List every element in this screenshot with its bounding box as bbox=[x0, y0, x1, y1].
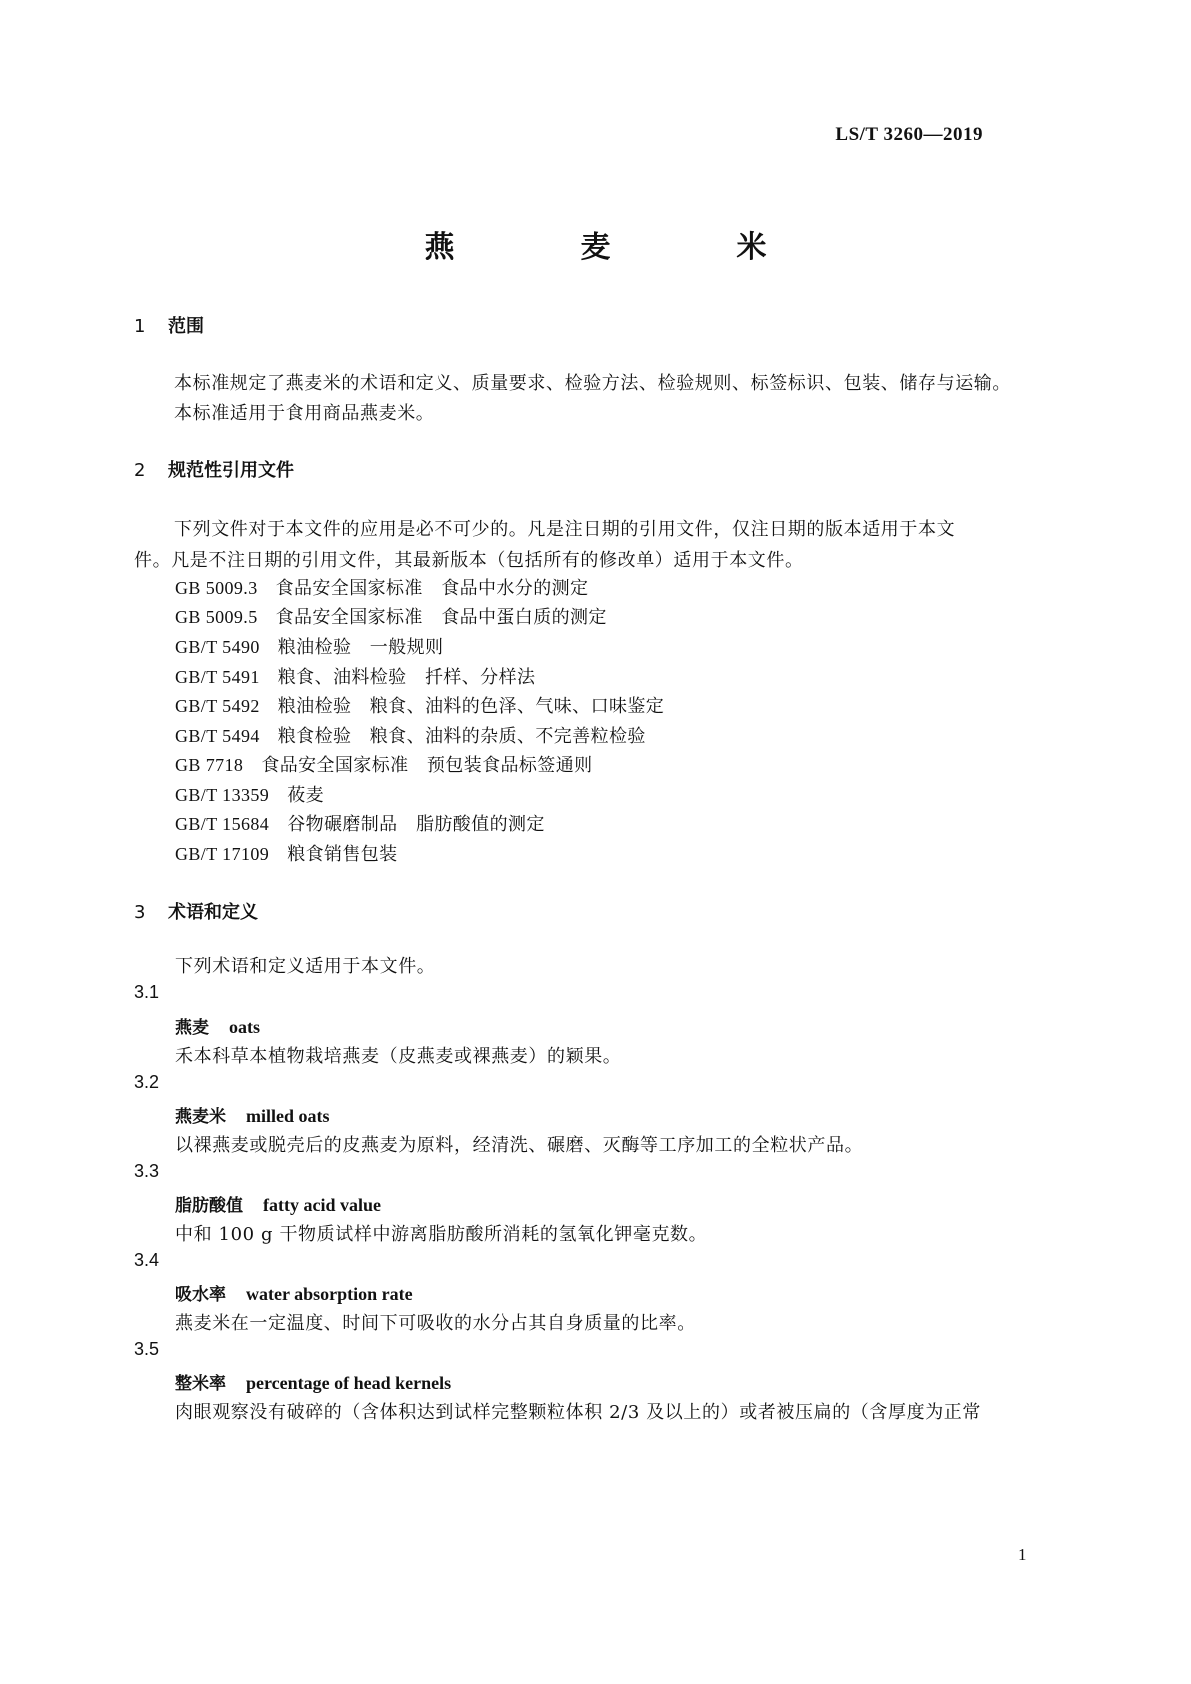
reference-item bbox=[175, 751, 593, 777]
terms-intro: 下列术语和定义适用于本文件。 bbox=[175, 956, 436, 977]
reference-title: 粮油检验 一般规则 bbox=[277, 637, 444, 658]
term-en: percentage of head kernels bbox=[246, 1373, 452, 1393]
reference-title: 粮食、油料检验 扦样、分样法 bbox=[277, 667, 536, 688]
scope-line-2: 本标准适用于食用商品燕麦米。 bbox=[174, 403, 435, 424]
reference-title: 食品安全国家标准 预包装食品标签通则 bbox=[261, 755, 593, 776]
term-number: 3.2 bbox=[134, 1072, 160, 1092]
reference-item bbox=[175, 692, 664, 718]
reference-code: GB/T 17109 bbox=[175, 844, 270, 864]
section-2-heading bbox=[134, 456, 294, 482]
term-zh: 燕麦米 bbox=[175, 1107, 226, 1127]
reference-item bbox=[175, 663, 535, 689]
term-name bbox=[175, 1013, 260, 1038]
section-title: 规范性引用文件 bbox=[168, 460, 294, 481]
reference-code: GB/T 13359 bbox=[175, 785, 270, 805]
term-definition: 禾本科草本植物栽培燕麦（皮燕麦或裸燕麦）的颖果。 bbox=[175, 1046, 622, 1067]
term-zh: 吸水率 bbox=[175, 1285, 226, 1305]
reference-code: GB/T 15684 bbox=[175, 814, 270, 834]
term-definition: 肉眼观察没有破碎的（含体积达到试样完整颗粒体积 2/3 及以上的）或者被压扁的（含厚度为正常 bbox=[175, 1402, 982, 1423]
normative-intro: 下列文件对于本文件的应用是必不可少的。凡是注日期的引用文件，仅注日期的版本适用于本文件。凡是不注日期的引用文件，其最新版本（包括所有的修改单）适用于本文件。 bbox=[134, 519, 956, 571]
reference-code: GB/T 5494 bbox=[175, 726, 260, 746]
section-title: 术语和定义 bbox=[168, 902, 258, 923]
term-definition: 以裸燕麦或脱壳后的皮燕麦为原料，经清洗、碾磨、灭酶等工序加工的全粒状产品。 bbox=[175, 1135, 864, 1156]
reference-item bbox=[175, 603, 607, 629]
term-definition: 中和 100 g 干物质试样中游离脂肪酸所消耗的氢氧化钾毫克数。 bbox=[175, 1224, 708, 1245]
term-en: fatty acid value bbox=[263, 1195, 381, 1215]
reference-code: GB 7718 bbox=[175, 755, 244, 775]
reference-code: GB 5009.5 bbox=[175, 607, 258, 627]
scope-line-1: 本标准规定了燕麦米的术语和定义、质量要求、检验方法、检验规则、标签标识、包装、储存与运输。 bbox=[174, 373, 1011, 394]
section-title: 范围 bbox=[168, 316, 204, 337]
reference-item bbox=[175, 722, 646, 748]
reference-title: 莜麦 bbox=[287, 785, 324, 806]
term-number: 3.3 bbox=[134, 1161, 160, 1181]
term-en: milled oats bbox=[246, 1106, 330, 1126]
term-zh: 燕麦 bbox=[175, 1018, 209, 1038]
reference-title: 粮食销售包装 bbox=[287, 844, 398, 865]
term-name bbox=[175, 1191, 381, 1216]
reference-item bbox=[175, 574, 588, 600]
reference-item bbox=[175, 810, 545, 836]
term-name bbox=[175, 1102, 330, 1127]
term-zh: 脂肪酸值 bbox=[175, 1196, 243, 1216]
reference-title: 粮油检验 粮食、油料的色泽、气味、口味鉴定 bbox=[277, 696, 665, 717]
section-number: 3 bbox=[134, 902, 146, 923]
page-number: 1 bbox=[1018, 1545, 1027, 1564]
reference-code: GB 5009.3 bbox=[175, 578, 258, 598]
reference-title: 谷物碾磨制品 脂肪酸值的测定 bbox=[287, 814, 545, 835]
reference-item bbox=[175, 840, 398, 866]
term-name bbox=[175, 1280, 413, 1305]
reference-title: 食品安全国家标准 食品中水分的测定 bbox=[275, 578, 589, 599]
reference-code: GB/T 5491 bbox=[175, 667, 260, 687]
term-number: 3.5 bbox=[134, 1339, 160, 1359]
term-en: oats bbox=[229, 1017, 260, 1037]
reference-item bbox=[175, 781, 324, 807]
reference-item bbox=[175, 633, 443, 659]
term-name bbox=[175, 1369, 451, 1394]
term-en: water absorption rate bbox=[246, 1284, 413, 1304]
term-definition: 燕麦米在一定温度、时间下可吸收的水分占其自身质量的比率。 bbox=[175, 1313, 696, 1334]
section-1-heading bbox=[134, 312, 204, 338]
standard-code: LS/T 3260—2019 bbox=[835, 124, 983, 145]
section-number: 2 bbox=[134, 460, 146, 481]
document-title: 燕 麦 米 bbox=[424, 230, 815, 265]
reference-title: 食品安全国家标准 食品中蛋白质的测定 bbox=[275, 607, 607, 628]
term-number: 3.1 bbox=[134, 982, 160, 1002]
term-zh: 整米率 bbox=[175, 1374, 226, 1394]
reference-code: GB/T 5490 bbox=[175, 637, 260, 657]
section-3-heading bbox=[134, 898, 258, 924]
term-number: 3.4 bbox=[134, 1250, 160, 1270]
reference-code: GB/T 5492 bbox=[175, 696, 260, 716]
reference-title: 粮食检验 粮食、油料的杂质、不完善粒检验 bbox=[277, 726, 646, 747]
section-number: 1 bbox=[134, 316, 146, 337]
